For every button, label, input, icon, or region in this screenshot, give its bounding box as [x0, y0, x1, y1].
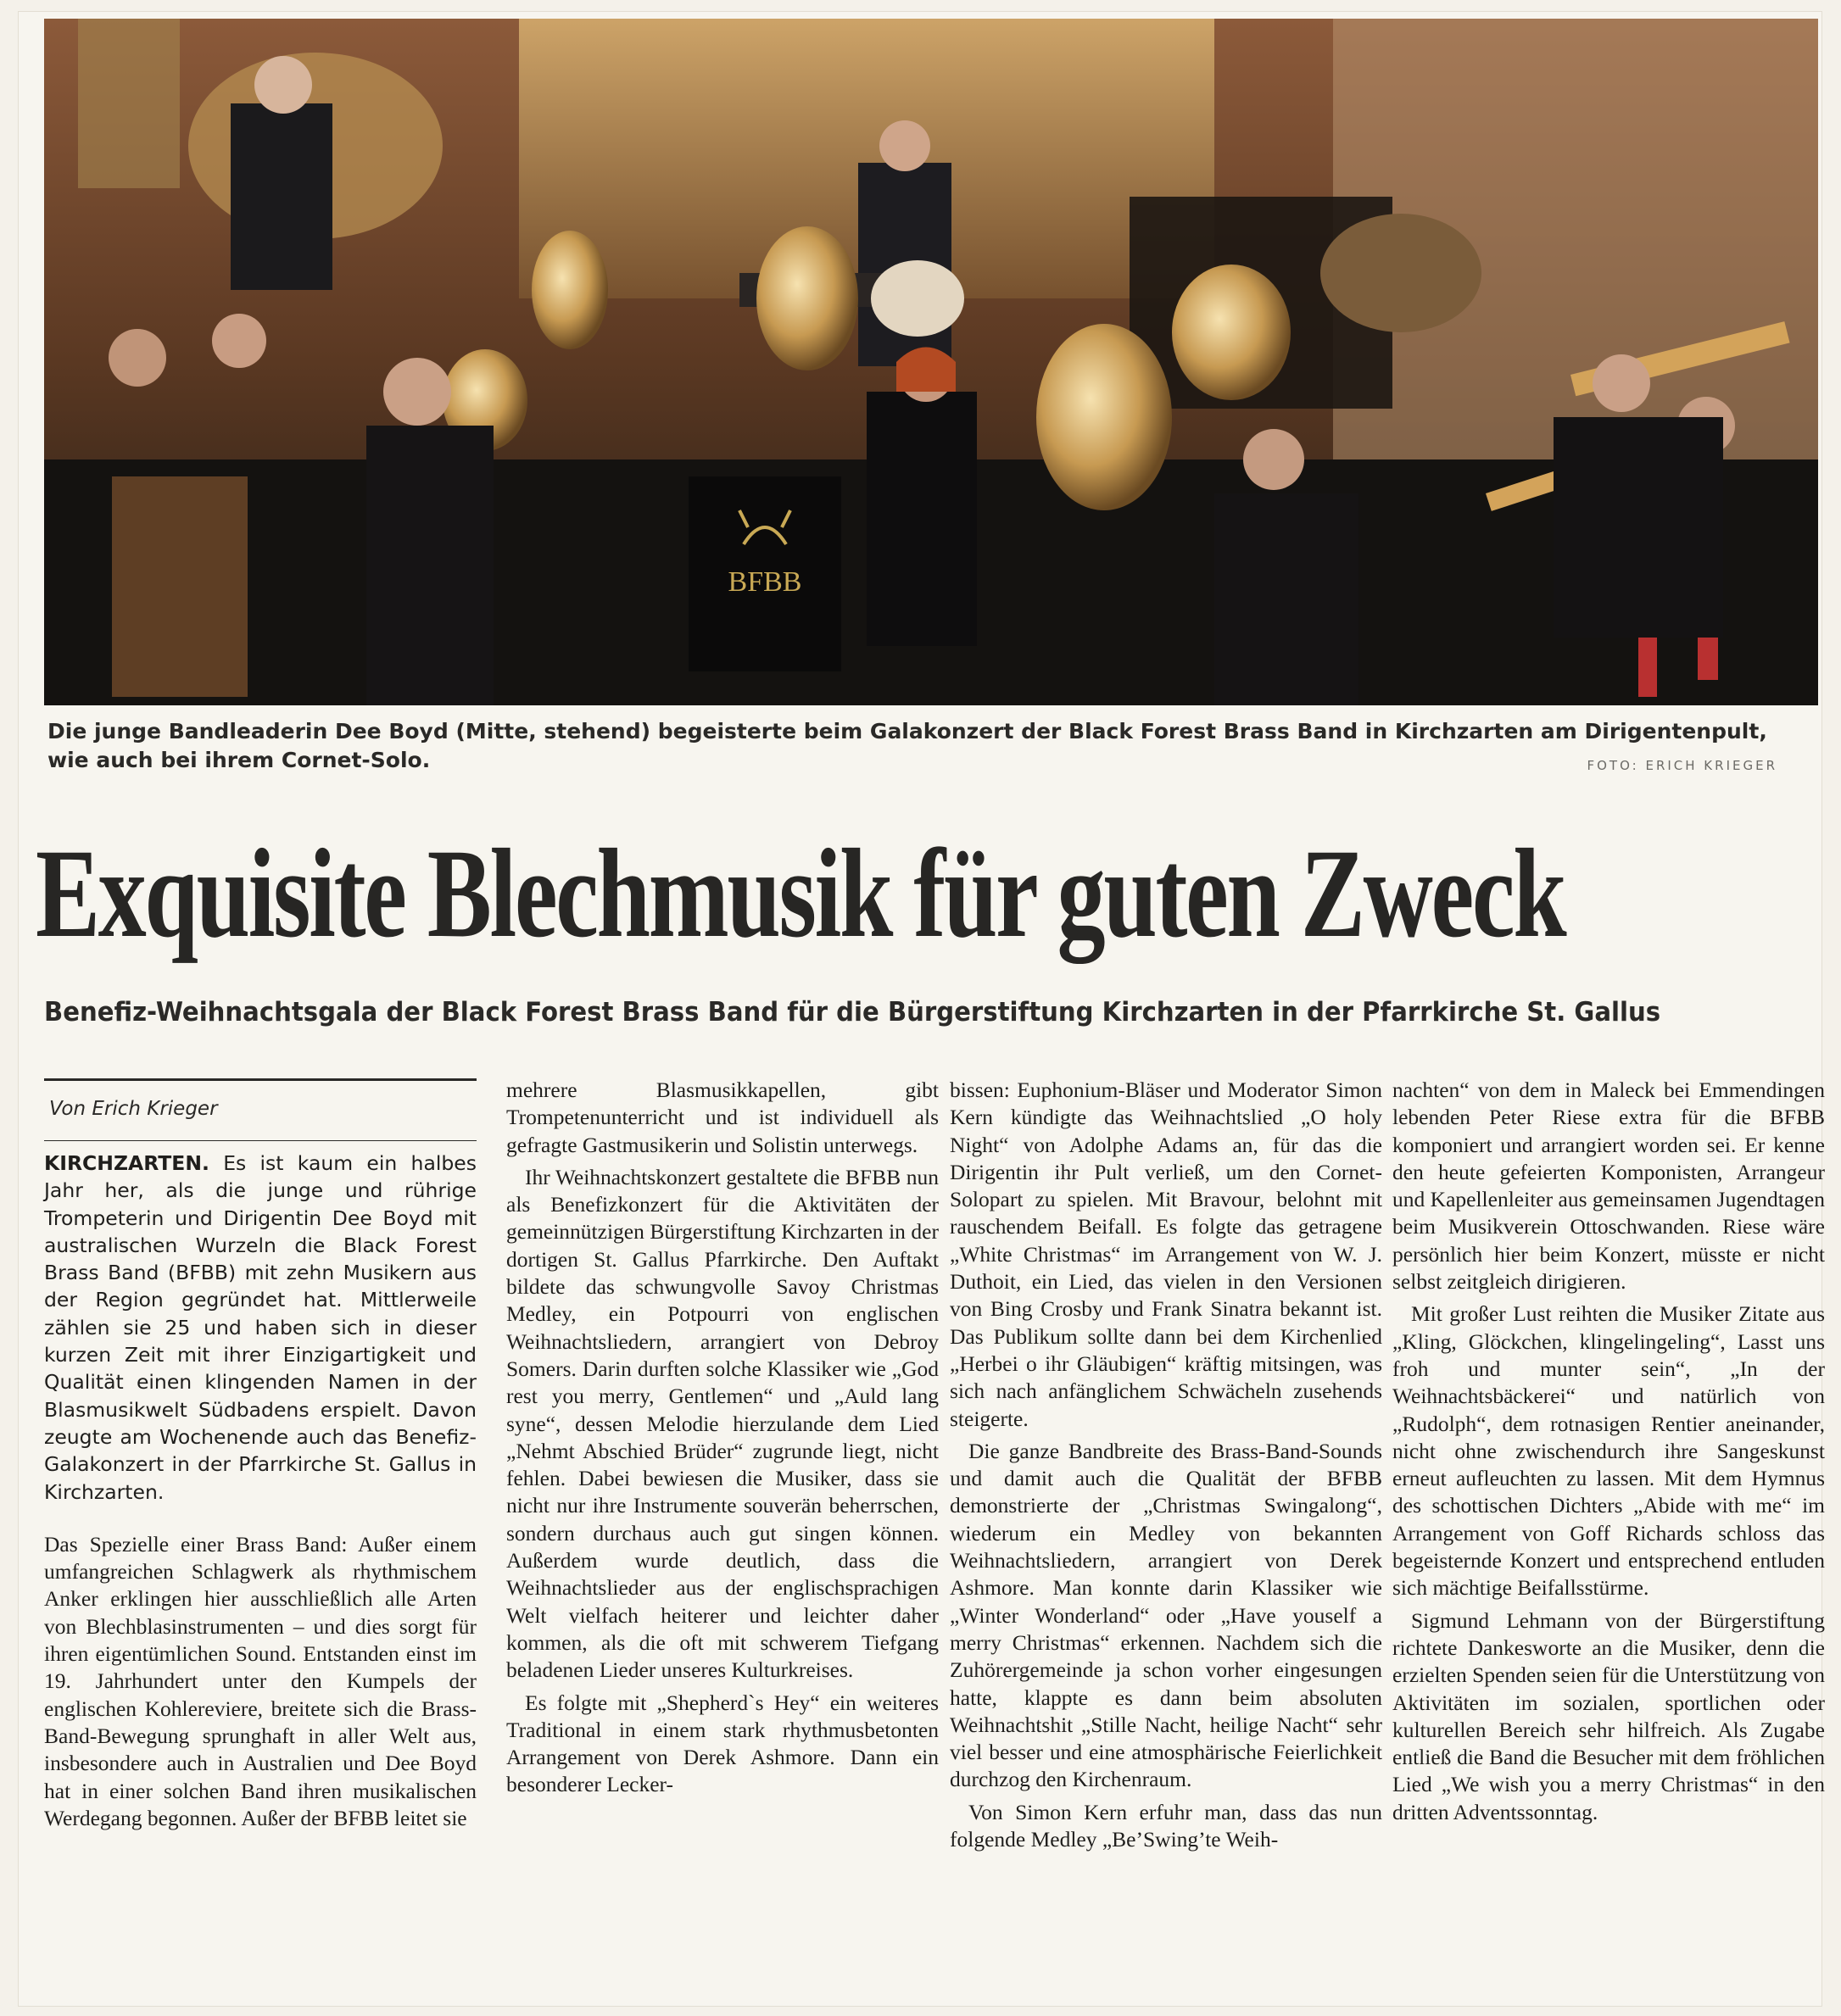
- bfbb-banner-text: BFBB: [728, 566, 802, 598]
- article-column-2: [506, 1077, 939, 1799]
- paragraph: Ihr Weihnachtskonzert gestaltete die BFBB nun als Benefizkonzert für die Aktivitäten der gemeinnützigen Bürgerstiftung Kirchzarten in der dortigen St. Gallus Pfarrkirche. Den Auftakt bildete das schwungvolle Savoy Christmas Medley, ein Potpourri von englischen Weihnachtsliedern, arrangiert von Debroy Somers. Darin durften solche Klassiker wie „God rest you merry, Gentlemen“ und „Auld lang syne“, dessen Melodie hierzulande dem Lied „Nehmt Abschied Brüder“ zugrunde liegt, nicht fehlen. Dabei bewiesen die Musiker, dass sie nicht nur ihre Instrumente souverän beherrschen, sondern durchaus auch gut singen können. Außerdem wurde deutlich, dass die Weihnachtslieder aus der englischsprachigen Welt vielfach heiterer und leichter daher kommen, als die oft mit schwerem Tiefgang beladenen Lieder unseres Kulturkreises.: [506, 1164, 939, 1683]
- paragraph: Von Simon Kern erfuhr man, dass das nun folgende Medley „Be’Swing’te Weih-: [950, 1799, 1382, 1852]
- paragraph: bissen: Euphonium-Bläser und Moderator Simon Kern kündigte das Weihnachtslied „O holy Night“ von Adolphe Adams an, für das die Dirigentin ihr Pult verließ, um den Cornet-Solopart zu spielen. Mit Bravour, belohnt mit rauschendem Beifall. Es folgte das getragene „White Christmas“ im Arrangement von W. J. Duthoit, ein Lied, das vielen in den Versionen von Bing Crosby und Frank Sinatra bekannt ist. Das Publikum sollte dann bei dem Kirchenlied „Herbei o ihr Gläubigen“ kräftig mitsingen, was sich nach anfänglichem Schwächeln zusehends steigerte.: [950, 1078, 1382, 1431]
- dateline: KIRCHZARTEN.: [44, 1151, 209, 1175]
- photo-caption: Die junge Bandleaderin Dee Boyd (Mitte, stehend) begeisterte beim Galakonzert der Black Forest Brass Band in Kirchzarten am Dirigentenpult, wie auch bei ihrem Cornet-Solo.: [47, 719, 1767, 772]
- paragraph: Die ganze Bandbreite des Brass-Band-Sounds und damit auch die Qualität der BFBB demonstrierte der „Christmas Swingalong“, wiederum ein Medley von bekannten Weihnachtsliedern, arrangiert von Derek Ashmore. Man konnte darin Klassiker wie „Winter Wonderland“ oder „Have youself a merry Christmas“ erkennen. Nachdem sich die Zuhörergemeinde ja schon vorher eingesungen hatte, klappte es dann beim absoluten Weihnachtshit „Stille Nacht, heilige Nacht“ sehr viel besser und eine atmosphärische Feierlichkeit durchzog den Kirchenraum.: [950, 1438, 1382, 1792]
- paragraph: nachten“ von dem in Maleck bei Emmendingen lebenden Peter Riese extra für die BFBB komponiert und arrangiert worden sei. Er kenne den heute gefeierten Komponisten, Arrangeur und Kapellenleiter aus gemeinsamen Jugendtagen beim Musikverein Ottoschwanden. Riese wäre persönlich hier beim Konzert, müsste er nicht selbst zeitgleich dirigieren.: [1392, 1078, 1825, 1295]
- paragraph: Sigmund Lehmann von der Bürgerstiftung richtete Dankesworte an die Musiker, denn die erzielten Spenden seien für die Unterstützung von Aktivitäten im sozialen, sportlichen oder kulturellen Bereich sehr hilfreich. Als Zugabe entließ die Band die Besucher mit dem fröhlichen Lied „We wish you a merry Christmas“ in den dritten Adventssonntag.: [1392, 1607, 1825, 1824]
- byline-box: [44, 1078, 477, 1141]
- lead-paragraph: [44, 1150, 477, 1506]
- concert-photo-illustration: [44, 19, 1818, 705]
- paragraph: mehrere Blasmusikkapellen, gibt Trompetenunterricht und ist individuell als gefragte Gastmusikerin und Solistin unterwegs.: [506, 1078, 939, 1157]
- subheadline: Benefiz-Weihnachtsgala der Black Forest Brass Band für die Bürgerstiftung Kirchzarten in der Pfarrkirche St. Gallus: [44, 997, 1661, 1027]
- article-column-1: [44, 1078, 477, 1832]
- photo-credit: FOTO: ERICH KRIEGER: [1587, 758, 1777, 773]
- lead-text: Es ist kaum ein halbes Jahr her, als die junge und rührige Trompeterin und Dirigentin Dee Boyd mit australischen Wurzeln die Black Forest Brass Band (BFBB) mit zehn Musikern aus der Region gegründet hat. Mittlerweile zählen sie 25 und haben sich in dieser kurzen Zeit mit ihrer Einzigartigkeit und Qualität einen klingenden Namen in der Blasmusikwelt Südbadens erspielt. Davon zeugte am Wochenende auch das Benefiz-Galakonzert in der Pfarrkirche St. Gallus in Kirchzarten.: [44, 1151, 477, 1504]
- paragraph: Das Spezielle einer Brass Band: Außer einem umfangreichen Schlagwerk als rhythmischem Anker erklingen hier ausschließlich alle Arten von Blechblasinstrumenten – und dies sorgt für ihren eigentümlichen Sound. Entstanden einst im 19. Jahrhundert unter den Kumpels der englischen Kohlereviere, breitete sich die Brass-Band-Bewegung sprunghaft in aller Welt aus, insbesondere auch in Australien und Dee Boyd hat in einer solchen Band ihren musikalischen Werdegang begonnen. Außer der BFBB leitet sie: [44, 1531, 477, 1830]
- newspaper-clipping: [19, 12, 1825, 2006]
- byline: Von Erich Krieger: [49, 1098, 218, 1120]
- article-column-3: [950, 1077, 1382, 1853]
- article-column-4: [1392, 1077, 1825, 1826]
- headline: Exquisite Blechmusik für guten Zweck: [36, 823, 1565, 964]
- concert-photo: [44, 19, 1818, 705]
- paragraph: Mit großer Lust reihten die Musiker Zitate aus „Kling, Glöckchen, klingelingeling“, Lasst uns froh und munter sein“, „In der Weihnachtsbäckerei“ und natürlich von „Rudolph“, dem rotnasigen Rentier aneinander, nicht ohne zwischendurch ihre Sangeskunst erneut aufleuchten zu lassen. Mit dem Hymnus des schottischen Dichters „Abide with me“ im Arrangement von Goff Richards schloss das begeisternde Konzert und entsprechend entluden sich mächtige Beifallsstürme.: [1392, 1301, 1825, 1601]
- paragraph: Es folgte mit „Shepherd`s Hey“ ein weiteres Traditional in einem stark rhythmusbetonten Arrangement von Derek Ashmore. Dann ein besonderer Lecker-: [506, 1690, 939, 1797]
